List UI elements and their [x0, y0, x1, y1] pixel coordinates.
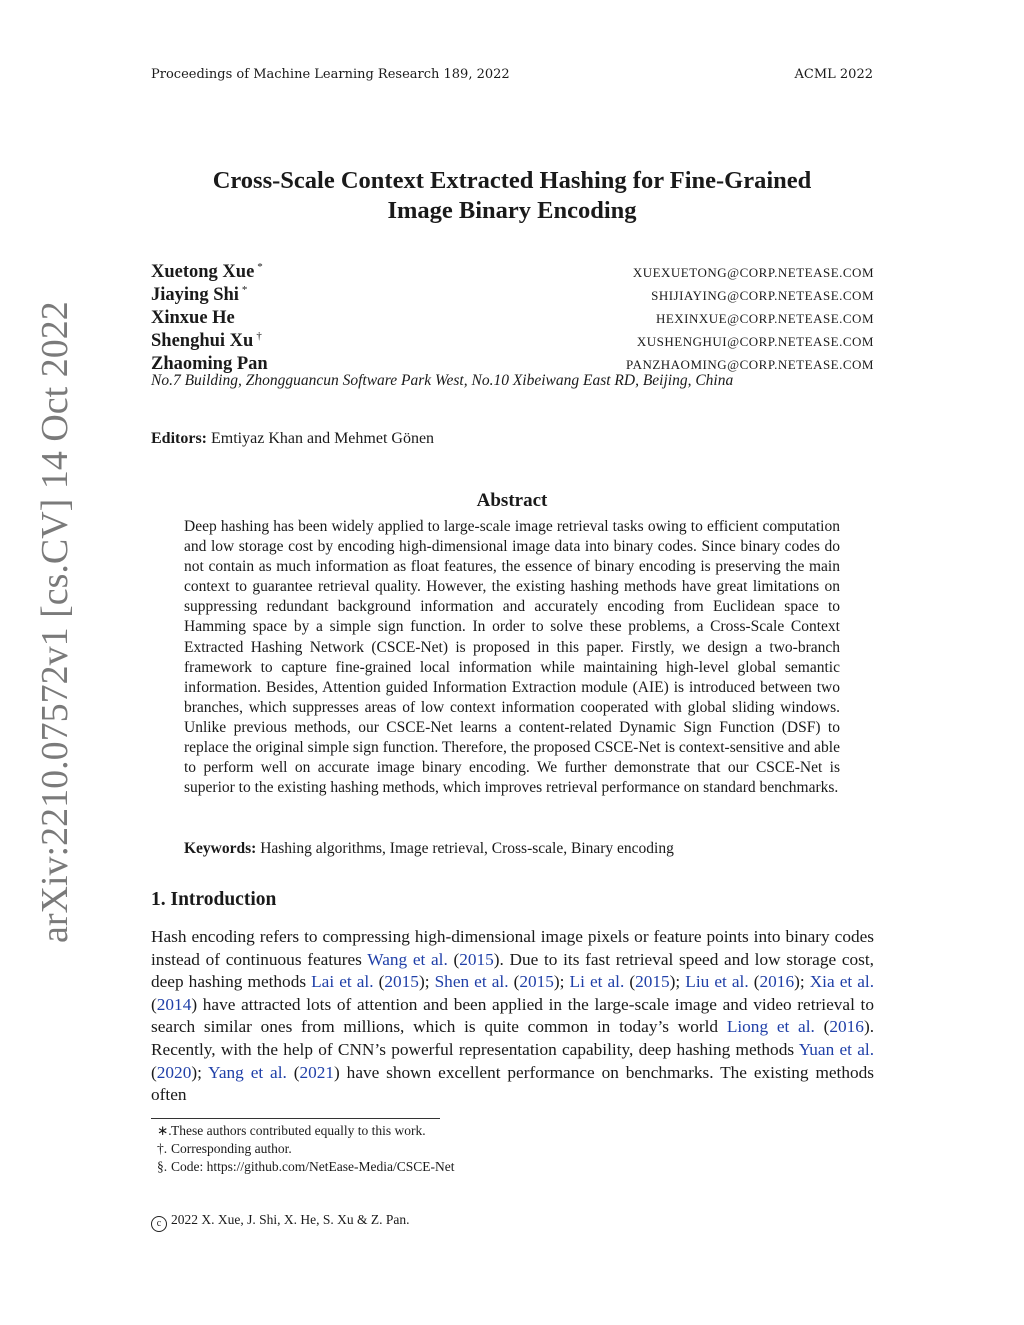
- footnote-text: Corresponding author.: [171, 1141, 292, 1157]
- copyright-text: 2022 X. Xue, J. Shi, X. He, S. Xu & Z. Pan.: [171, 1212, 410, 1227]
- citation-year-link[interactable]: 2015: [459, 949, 494, 969]
- citation-year-link[interactable]: 2021: [299, 1062, 335, 1082]
- keywords-list: Hashing algorithms, Image retrieval, Cross-scale, Binary encoding: [260, 840, 674, 857]
- footnote-mark: §.: [157, 1159, 168, 1175]
- author-email[interactable]: HEXINXUE@CORP.NETEASE.COM: [655, 311, 874, 326]
- running-header-venue: ACML 2022: [794, 67, 873, 82]
- running-header-proceedings: Proceedings of Machine Learning Research 189, 2022: [151, 67, 510, 82]
- citation-year-link[interactable]: 2014: [156, 994, 192, 1014]
- citation-year-link[interactable]: 2015: [635, 972, 670, 992]
- author-name: Zhaoming Pan: [151, 354, 268, 374]
- author-email[interactable]: XUEXUETONG@CORP.NETEASE.COM: [632, 265, 874, 280]
- footnote-mark: †.: [157, 1141, 168, 1157]
- introduction-paragraph: Hash encoding refers to compressing high-dimensional image pixels or feature points into binary codes instead of continuous features Wang et al. (2015). Due to its fast retrieval speed and low storage cost, deep hashing methods Lai et al. (2015); Shen et al. (2015); Li et al. (2015); Liu et al. (2016); Xia et al. (2014) have attracted lots of attention and been applied in the large-scale image and video retrieval to search similar ones from millions, which is quite common in today’s world Liong et al. (2016). Recently, with the help of CNN’s powerful representation capability, deep hashing methods Yuan et al. (2020); Yang et al. (2021) have shown excellent performance on benchmarks. The existing methods often: [151, 927, 875, 1105]
- citation-link[interactable]: Yang et al.: [208, 1062, 287, 1082]
- author-affiliation: No.7 Building, Zhongguancun Software Park West, No.10 Xibeiwang East RD, Beijing, China: [151, 372, 734, 389]
- paper-title: [140, 166, 884, 226]
- editors-line: [151, 430, 434, 448]
- abstract-heading: Abstract: [476, 490, 548, 511]
- citation-link[interactable]: Liong et al.: [726, 1017, 815, 1037]
- citation-link[interactable]: Liu et al.: [685, 972, 749, 992]
- citation-link[interactable]: Wang et al.: [367, 949, 448, 969]
- footnote-mark: ∗.: [157, 1123, 172, 1138]
- citation-link[interactable]: Lai et al.: [311, 972, 374, 992]
- footnote: [151, 1140, 454, 1158]
- citation-link[interactable]: Li et al.: [569, 972, 625, 992]
- abstract-body: Deep hashing has been widely applied to large-scale image retrieval tasks owing to efficient computation and low storage cost by encoding high-dimensional image data into binary codes. Since binary codes do not contain as much information as float features, the essence of binary encoding is preserving the main context to guarantee retrieval quality. However, the existing hashing methods have great limitations on suppressing redundant background information and accurately encoding from Euclidean space to Hamming space by a simple sign function. In order to solve these problems, a Cross-Scale Context Extracted Hashing Network (CSCE-Net) is proposed in this paper. Firstly, we design a two-branch framework to capture fine-grained local information while maintaining high-level global semantic information. Besides, Attention guided Information Extraction module (AIE) is introduced between two branches, which suppresses areas of low context information cooperated with global sliding windows. Unlike previous methods, our CSCE-Net learns a content-related Dynamic Sign Function (DSF) to replace the original simple sign function. Therefore, the proposed CSCE-Net is context-sensitive and able to perform well on accurate image binary encoding. We further demonstrate that our CSCE-Net is superior to the existing hashing methods, which improves retrieval performance on standard benchmarks.: [184, 518, 840, 797]
- citation-year-link[interactable]: 2020: [156, 1062, 192, 1082]
- author-email[interactable]: SHIJIAYING@CORP.NETEASE.COM: [651, 288, 874, 303]
- citation-link[interactable]: Xia et al.: [809, 972, 875, 992]
- footnote-text: Code: https://github.com/NetEase-Media/CSCE-Net: [171, 1159, 455, 1175]
- author-name: Xinxue He: [151, 308, 235, 328]
- author-list: [151, 256, 874, 374]
- footnotes: [151, 1122, 454, 1177]
- paper-title-line-2: Image Binary Encoding: [387, 197, 637, 224]
- editors-label: Editors:: [151, 430, 207, 447]
- citation-link[interactable]: Shen et al.: [434, 972, 509, 992]
- author-footnote-mark: *: [241, 284, 248, 296]
- author-name: Jiaying Shi *: [151, 284, 248, 305]
- citation-year-link[interactable]: 2016: [759, 972, 795, 992]
- copyright-icon: c: [151, 1216, 167, 1232]
- author-footnote-mark: *: [257, 261, 263, 273]
- paper-title-line-1: Cross-Scale Context Extracted Hashing for Fine-Grained: [212, 167, 812, 194]
- author-row: [151, 256, 874, 282]
- citation-year-link[interactable]: 2015: [519, 972, 554, 992]
- keywords-label: Keywords:: [184, 840, 257, 857]
- footnote-text: These authors contributed equally to this work.: [171, 1123, 426, 1138]
- footnote: [151, 1158, 454, 1176]
- section-heading-introduction: 1. Introduction: [151, 889, 277, 910]
- author-name: Xuetong Xue *: [151, 261, 263, 282]
- copyright-line: [151, 1212, 410, 1232]
- citation-year-link[interactable]: 2015: [384, 972, 419, 992]
- author-email[interactable]: PANZHAOMING@CORP.NETEASE.COM: [626, 357, 874, 372]
- author-footnote-mark: †: [256, 330, 262, 342]
- footnote-divider: [151, 1118, 440, 1119]
- arxiv-identifier-stamp[interactable]: arXiv:2210.07572v1 [cs.CV] 14 Oct 2022: [34, 301, 76, 943]
- citation-year-link[interactable]: 2016: [829, 1017, 864, 1037]
- keywords-line: [184, 840, 674, 858]
- citation-link[interactable]: Yuan et al.: [798, 1039, 875, 1059]
- footnote: [151, 1122, 454, 1140]
- author-name: Shenghui Xu †: [151, 330, 262, 351]
- editors-names: Emtiyaz Khan and Mehmet Gönen: [211, 430, 435, 447]
- author-email[interactable]: XUSHENGHUI@CORP.NETEASE.COM: [636, 334, 874, 349]
